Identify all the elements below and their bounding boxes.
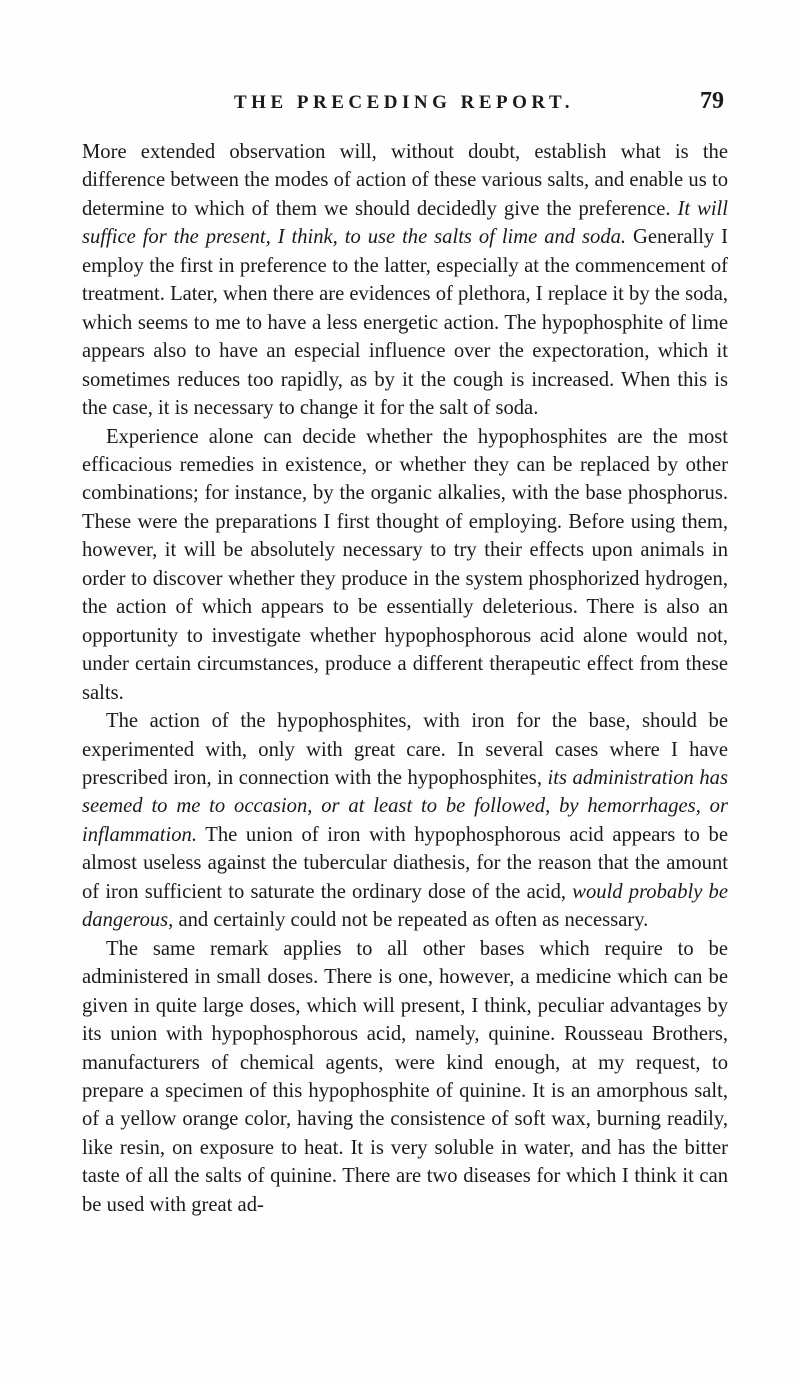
paragraph [82, 138, 728, 423]
text-run: Generally I employ the first in preference to the latter, especially at the commencement of treatment. Later, when there are evidences of plethora, I replace it by the soda, which seems to me to have a less energetic action. The hypophosphite of lime appears also to have an especial influence over the expectoration, which it sometimes reduces too rapidly, as by it the cough is increased. When this is the case, it is necessary to change it for the salt of soda. [82, 226, 729, 420]
running-head [84, 88, 724, 120]
italic-text-run: would probably be dangerous, [82, 880, 728, 932]
body-text [82, 138, 728, 1219]
text-run: The action of the hypophosphites, with iron for the base, should be experimented with, only with great care. In several cases where I have prescribed iron, in connection with the hypophosphites, [82, 710, 728, 789]
text-run: The same remark applies to all other bases which require to be administered in small doses. There is one, however, a medicine which can be given in quite large doses, which will present, I think, peculiar advantages by its union with hypophosphorous acid, namely, quinine. Rousseau Brothers, manufacturers of chemical agents, were kind enough, at my request, to prepare a specimen of this hypophosphite of quinine. It is an amorphous salt, of a yellow orange color, having the consistence of soft wax, burning readily, like resin, on exposure to heat. It is very soluble in water, and has the bitter taste of all the salts of quinine. There are two diseases for which I think it can be used with great ad- [82, 937, 728, 1216]
italic-text-run: It will suffice for the present, I think, to use the salts of lime and soda. [82, 197, 728, 249]
paragraph [82, 707, 728, 935]
italic-text-run: its administration has seemed to me to occasion, or at least to be followed, by hemorrhages, or inflammation. [82, 766, 728, 846]
text-run: The union of iron with hypophosphorous acid appears to be almost useless against the tubercular diathesis, for the reason that the amount of iron sufficient to saturate the ordinary dose of the acid, [82, 823, 728, 903]
page-number: 79 [700, 88, 724, 114]
running-title: THE PRECEDING REPORT. [234, 92, 574, 113]
text-run: and certainly could not be repeated as often as necessary. [173, 909, 649, 932]
paragraph [82, 935, 728, 1220]
paragraph [82, 423, 728, 708]
text-run: More extended observation will, without doubt, establish what is the difference between the modes of action of these various salts, and enable us to determine to which of them we should decidedly give the preference. [82, 141, 728, 220]
text-run: Experience alone can decide whether the hypophosphites are the most efficacious remedies in existence, or whether they can be replaced by other combinations; for instance, by the organic alkalies, with the base phosphorus. These were the preparations I first thought of employing. Before using them, however, it will be absolutely necessary to try their effects upon animals in order to discover whether they produce in the system phosphorized hydrogen, the action of which appears to be essentially deleterious. There is also an opportunity to investigate whether hypophosphorous acid alone would not, under certain circumstances, produce a different therapeutic effect from these salts. [82, 425, 728, 704]
